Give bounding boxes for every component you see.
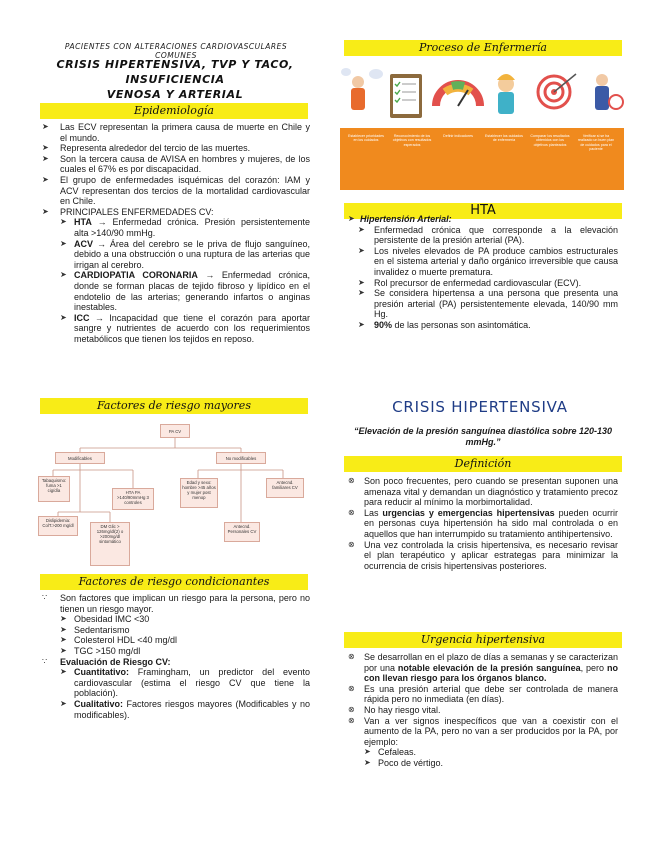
pin-icon: ➤ [42,122,49,131]
list-item: ➤ Las ECV representan la primera causa de muerte en Chile y el mundo. [42,122,310,143]
list-item: ➤ Colesterol HDL <40 mg/dl [60,635,177,646]
diagram-node-hta: HTA PA >140/90mmHg 3 controles [112,488,154,510]
disease-item-cardiopatia: ➤ CARDIOPATIA CORONARIA → Enfermedad crónica, donde se forman placas de tejido fibroso y lipídico en el endotelio de las arterias; generando infartos o anginas inestables. [60,270,310,313]
pin-icon: ➤ [348,214,355,223]
list-item: ➤ TGC >150 mg/dl [60,645,141,656]
risk-factors-diagram [38,418,312,570]
list-item: ⊗ Es una presión arterial que debe ser controlada de manera rápida pero no inmediata (en días). [348,683,618,705]
list-item: ➤ Hipertensión Arterial: [348,214,452,224]
factores-condicionantes-section [38,593,310,720]
infographic-illustrations [340,66,624,128]
title-line-2: VENOSA Y ARTERIAL [106,88,244,101]
list-item: ➤ Enfermedad crónica que corresponde a la elevación persistente de la presión arterial (PA). [358,224,618,246]
circle-bullet-icon: ⊗ [348,507,355,517]
circle-bullet-icon: ⊗ [348,652,355,661]
pin-icon: ➤ [42,174,49,184]
circle-bullet-icon: ⊗ [348,715,355,725]
epidemiologia-section [38,122,310,344]
list-item: ➤ Se considera hipertensa a una persona que presenta una presión arterial (PA) persistentemente elevada, 140/90 mm Hg. [358,288,618,320]
factores-condicionantes-heading: Factores de riesgo condicionantes [40,574,308,590]
process-step-4: Establecer los cuidados de enfermería [485,134,523,143]
definicion-section [344,476,618,571]
diagram-node-antec-personales: Antecnd. Personales CV [224,522,260,542]
arrow-bullet-icon: ➤ [60,635,67,645]
list-item: ⊗ Las urgencias y emergencias hipertensivas pueden ocurrir en personas cuya hipertensión ha sido mal controlada o en aquellos que han interrumpido su tratamiento antihipertensivo. [348,507,618,539]
process-step-3: Definir indicadores [443,134,473,138]
epidemiologia-heading: Epidemiología [40,103,308,119]
definicion-heading: Definición [344,456,622,472]
arrow-bullet-icon: ➤ [60,645,67,655]
list-item: ➤ Los niveles elevados de PA produce cambios estructurales en el sistema arterial y daño orgánico irreversible que causa invalidez o muerte prematura. [358,245,618,277]
urgencia-section [344,652,618,769]
title-line-1: CRISIS HIPERTENSIVA, TVP Y TACO, INSUFICIENCIA [56,58,294,86]
list-item: ➤ PRINCIPALES ENFERMEDADES CV: [42,206,214,217]
proceso-heading: Proceso de Enfermería [344,40,622,56]
diagram-node-antec-familiares: Antecnd. familiares CV [266,478,304,498]
disease-item-acv: ➤ ACV → Área del cerebro se le priva de flujo sanguíneo, debido a una obstrucción o una ruptura de las arterias que irrigan al cerebro. [60,238,310,270]
urgencia-heading: Urgencia hipertensiva [344,632,622,648]
list-item: ➤ Representa alrededor del tercio de las muertes. [42,143,251,154]
list-item: ➤ Rol precursor de enfermedad cardiovascular (ECV). [358,277,582,288]
diagram-node-no-modificables: No modificables [216,452,266,464]
diagram-root-node: PA CV [160,424,190,438]
arrow-bullet-icon: ➤ [358,319,365,329]
arrow-bullet-icon: ➤ [358,245,365,255]
process-step-6: Verificar si se ha realizado un buen plan de cuidados para el paciente [577,134,615,152]
arrow-bullet-icon: ➤ [60,667,67,677]
diagram-node-tabaquismo: Tabaquismo: fuma >1 cig/día [38,476,70,502]
process-step-1: Establecer prioridades en los cuidados [348,134,384,143]
dots-bullet-icon: ∵ [42,593,48,602]
process-step-2: Reconocimiento de los objetivos con resultados esperados [392,134,432,147]
diagram-node-modificables: Modificables [55,452,105,464]
circle-bullet-icon: ⊗ [348,683,355,693]
arrow-bullet-icon: ➤ [60,217,67,227]
circle-bullet-icon: ⊗ [348,539,355,549]
arrow-bullet-icon: ➤ [60,270,67,280]
arrow-bullet-icon: ➤ [358,277,365,287]
circle-bullet-icon: ⊗ [348,704,355,714]
list-item: ➤ Cuantitativo: Framingham, un predictor del evento cardiovascular (estima el riesgo CV que tiene la población). [60,667,310,699]
list-item: ⊗ Una vez controlada la crisis hipertensiva, es necesario revisar el plan terapéutico y aplicar estrategas para minimizar la ocurrencia de crisis hipertensivas posteriores. [348,539,618,571]
list-item: ⊗ Se desarrollan en el plazo de días a semanas y se caracterizan por una notable elevación de la presión sanguínea, pero no con llevan riesgo para los órganos blanco. [348,652,618,684]
diagram-node-dm: DM Glic > 126mg/dl(2) o >200mg/dl sintomático [90,522,130,566]
arrow-bullet-icon: ➤ [358,224,365,234]
disease-item-hta: ➤ HTA → Enfermedad crónica. Presión persistentemente alta >140/90 mmHg. [60,217,310,238]
list-item: ➤ El grupo de enfermedades isquémicas del corazón: IAM y ACV representan dos tercios de la mortalidad cardiovascular en Chile. [42,174,310,207]
disease-item-icc: ➤ ICC → Incapacidad que tiene el corazón para aportar sangre y nutrientes de acuerdo con los requerimientos metabólicos que tienen los tejidos en reposo. [60,312,310,344]
list-item: ➤ 90% de las personas son asintomática. [358,319,531,330]
arrow-bullet-icon: ➤ [60,698,67,708]
pin-icon: ➤ [42,143,49,153]
arrow-bullet-icon: ➤ [60,624,67,634]
list-item: ➤ Cefaleas. [364,747,417,758]
factores-mayores-heading: Factores de riesgo mayores [40,398,308,414]
arrow-bullet-icon: ➤ [364,747,371,757]
diagram-node-dislipidemia: Dislipidemia: ColT.>200 mg/dl [38,516,78,536]
proceso-infographic [340,66,624,198]
list-item: ∵ Son factores que implican un riesgo para la persona, pero no tienen un riesgo mayor. [42,593,310,614]
list-item: ⊗ No hay riesgo vital. [348,704,441,715]
list-item: ⊗ Son poco frecuentes, pero cuando se presentan suponen una amenaza vital y demandan un diagnóstico y tratamiento precoz para reducir al mínimo la morbimortalidad. [348,476,618,508]
arrow-bullet-icon: ➤ [60,614,67,624]
pin-icon: ➤ [42,153,49,163]
list-item: ⊗ Van a ver signos inespecíficos que van a coexistir con el aumento de la PA, pero no van a ser producidos por la PA, por ejemplo: [348,715,618,747]
crisis-heading: CRISIS HIPERTENSIVA [392,398,568,416]
page-subtitle: PACIENTES CON ALTERACIONES CARDIOVASCULARES COMUNES [64,42,288,60]
arrow-bullet-icon: ➤ [364,757,371,767]
page-title [40,57,310,102]
circle-bullet-icon: ⊗ [348,476,355,485]
arrow-bullet-icon: ➤ [358,288,365,298]
list-item: ➤ Son la tercera causa de AVISA en hombres y mujeres, de los cuales el 67% es por discapacidad. [42,153,310,175]
list-item: ➤ Poco de vértigo. [364,757,444,768]
pin-icon: ➤ [42,206,49,216]
list-item: ➤ Sedentarismo [60,624,130,635]
arrow-bullet-icon: ➤ [60,238,67,248]
crisis-quote: “Elevación de la presión sanguínea diastólica sobre 120-130 mmHg.” [353,426,613,447]
list-item: ➤ Cualitativo: Factores riesgos mayores (Modificables y no modificables). [60,698,310,720]
dots-bullet-icon: ∵ [42,656,48,666]
list-item: ➤ Obesidad IMC <30 [60,614,150,625]
hta-heading: HTA [344,203,622,219]
process-step-5: Comparar los resultados obtenidos con los objetivos planteados [530,134,570,147]
list-item: ∵ Evaluación de Riesgo CV: [42,656,171,667]
hta-section [344,214,618,331]
arrow-bullet-icon: ➤ [60,312,67,322]
diagram-node-edad-sexo: Edad y sexo: hombre >45 años y mujer post menop [180,478,218,508]
